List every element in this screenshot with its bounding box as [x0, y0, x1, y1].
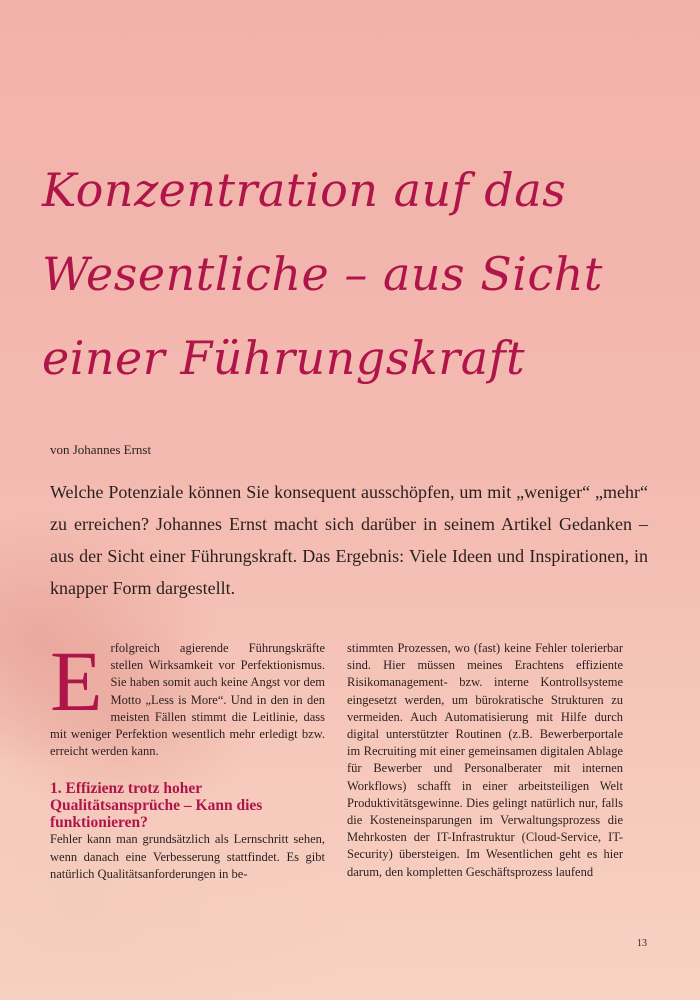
intro-text: rfolgreich agierende Führungskräfte stellen Wirksamkeit vor Perfektionismus. Sie haben somit auch keine Angst vor dem Motto „Less is More“. Und in den in den meisten Fällen stimmt die Leitlinie, dass mit weniger Perfektion wesentlich mehr erledigt bzw. erreicht werden kann. [50, 641, 325, 759]
drop-cap: E [50, 633, 103, 729]
title-line-2: Wesentliche – aus Sicht [42, 247, 603, 301]
intro-paragraph [50, 633, 325, 760]
body-column-left [50, 633, 325, 883]
lead-paragraph: Welche Potenziale können Sie konsequent ausschöpfen, um mit „weniger“ „mehr“ zu erreichen? Johannes Ernst macht sich darüber in seinem Artikel Gedanken – aus der Sicht einer Führungskraft. Das Ergebnis: Viele Ideen und Inspirationen, in knapper Form dargestellt. [50, 482, 648, 598]
author-byline: von Johannes Ernst [50, 442, 152, 457]
section-heading: 1. Effizienz trotz hoher Qualitätsansprüche – Kann dies funktionieren? [50, 780, 263, 832]
title-line-3: einer Führungskraft [42, 331, 526, 385]
section-text-left: Fehler kann man grundsätzlich als Lernschritt sehen, wenn danach eine Verbesserung stattfindet. Es gibt natürlich Qualitätsanforderungen in be- [50, 832, 325, 881]
body-column-right [347, 640, 623, 881]
article-title [42, 148, 662, 400]
title-line-1: Konzentration auf das [42, 163, 567, 217]
section-text-right: stimmten Prozessen, wo (fast) keine Fehler tolerierbar sind. Hier müssen meines Erachtens effiziente Risikomanagement- bzw. interne Kontrollsysteme eingesetzt werden, um bürokratische Strukturen zu vermeiden. Auch Automatisierung mit Hilfe durch digital unterstützter Routinen (z.B. Bewerberportale im Recruiting mit einer gemeinsamen digitalen Ablage für Bewerber und Personalberater mit internen Workflows) schafft in einer arbeitsteiligen Welt Produktivitätsgewinne. Dies gelingt natürlich nur, falls die Kosteneinsparungen im Verwaltungsprozess die Mehrkosten der IT-Infrastruktur (Cloud-Service, IT-Security) übersteigen. Im Wesentlichen geht es hier darum, den kompletten Geschäftsprozess laufend [347, 641, 623, 879]
page-number: 13 [637, 938, 647, 949]
